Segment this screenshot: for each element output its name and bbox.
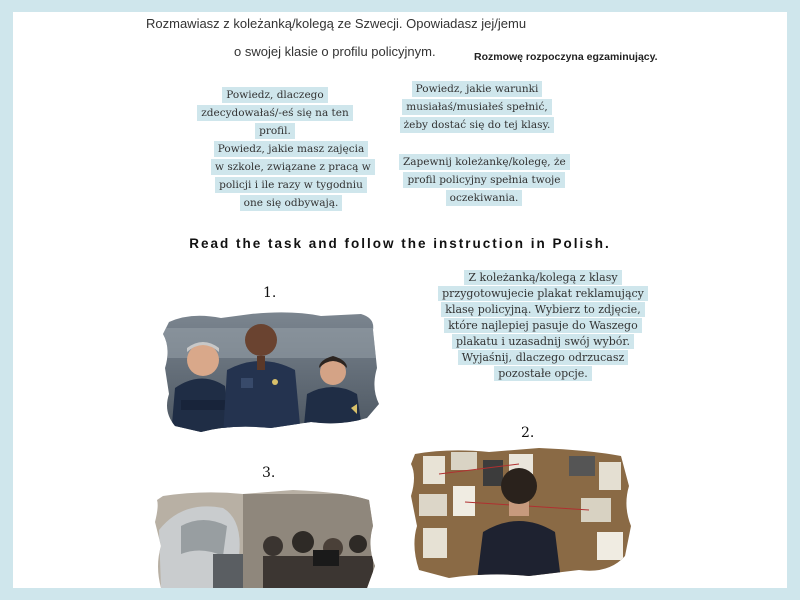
- photo-number-3: 3.: [262, 465, 276, 481]
- prompt-text: Powiedz, jakie warunki musiałaś/musiałeś spełnić, żeby dostać się do tej klasy.: [400, 81, 555, 133]
- photo-police-officers[interactable]: [161, 308, 381, 436]
- worksheet-page: [13, 12, 787, 588]
- examiner-starts-note: Rozmowę rozpoczyna egzaminujący.: [474, 51, 658, 63]
- photo-detective-evidence-board[interactable]: [409, 446, 633, 580]
- photo-riot-police[interactable]: [153, 486, 375, 588]
- prompt-reassure-friend: [399, 153, 569, 207]
- task-instruction: Read the task and follow the instruction in Polish.: [189, 236, 611, 251]
- prompt-text: Zapewnij koleżankę/kolegę, że profil policyjny spełnia twoje oczekiwania.: [399, 154, 570, 206]
- intro-line-2: o swojej klasie o profilu policyjnym.: [234, 44, 436, 59]
- prompt-police-classes: [211, 140, 371, 212]
- photo-number-1: 1.: [263, 285, 277, 301]
- photo-task-description: [433, 270, 653, 382]
- prompt-reason-for-profile: [185, 86, 365, 140]
- prompt-text: Powiedz, dlaczego zdecydowałaś/-eś się na ten profil.: [197, 87, 353, 139]
- photo-number-2: 2.: [521, 425, 535, 441]
- prompt-admission-conditions: [393, 80, 561, 134]
- prompt-text: Powiedz, jakie masz zajęcia w szkole, związane z pracą w policji i ile razy w tygodniu one się odbywają.: [211, 141, 375, 211]
- task-text: Z koleżanką/kolegą z klasy przygotowujecie plakat reklamujący klasę policyjną. Wybierz to zdjęcie, które najlepiej pasuje do Waszego plakatu i uzasadnij swój wybór. Wyjaśnij, dlaczego odrzucasz pozostałe opcje.: [438, 270, 648, 381]
- intro-line-1: Rozmawiasz z koleżanką/kolegą ze Szwecji. Opowiadasz jej/jemu: [146, 16, 527, 31]
